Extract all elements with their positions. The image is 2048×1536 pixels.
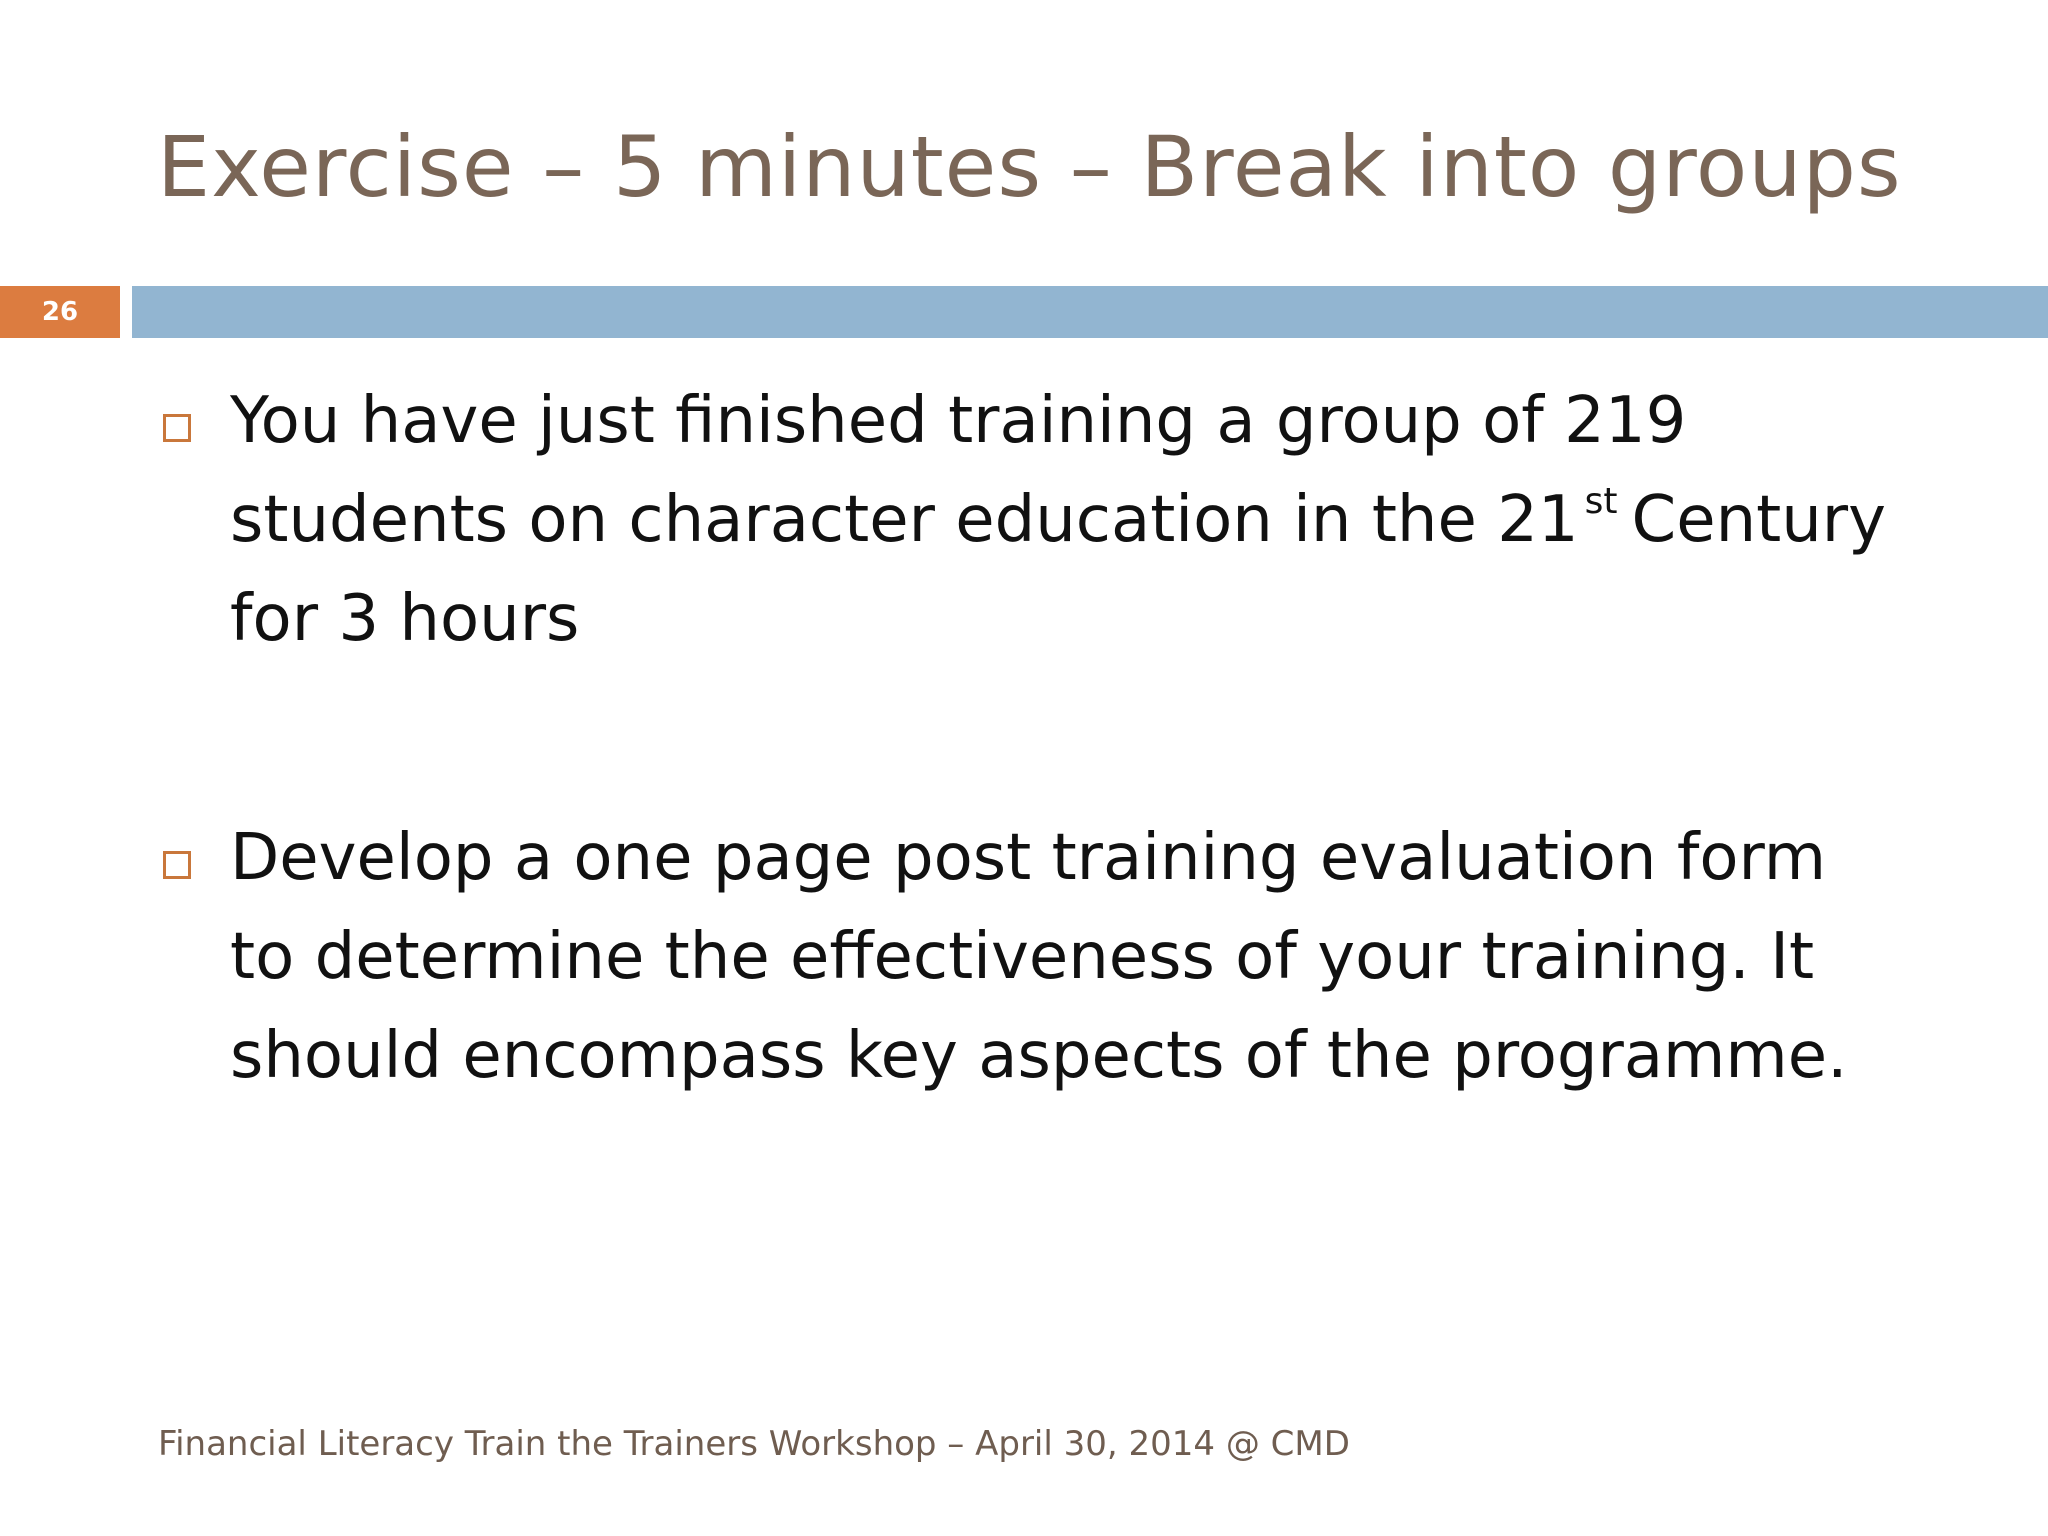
hollow-square-bullet-icon — [163, 414, 191, 442]
title-rule-bar — [132, 286, 2048, 338]
slide-title: Exercise – 5 minutes – Break into groups — [157, 118, 1902, 216]
bullet-2-line-3: should encompass key aspects of the programme. — [230, 1019, 1848, 1093]
bullet-1-line-2-end: Century — [1631, 483, 1886, 557]
slide-number-badge — [0, 286, 120, 338]
bullet-1-line-2-text: students on character education in the 21 — [230, 483, 1579, 557]
bullet-1-line-1: You have just finished training a group of 219 — [230, 384, 1687, 458]
bullet-list — [160, 372, 1920, 1106]
ordinal-suffix: st — [1584, 481, 1618, 522]
slide-footer: Financial Literacy Train the Trainers Workshop – April 30, 2014 @ CMD — [158, 1424, 1350, 1464]
bullet-1-line-3: for 3 hours — [230, 582, 580, 656]
slide-number: 26 — [41, 297, 79, 327]
bullet-2-line-1: Develop a one page post training evaluation form — [230, 821, 1827, 895]
bullet-1-line-2 — [230, 471, 1920, 570]
bullet-item-1 — [160, 372, 1920, 669]
bullet-item-2 — [160, 809, 1920, 1106]
bullet-2-line-2: to determine the effectiveness of your training. It — [230, 920, 1815, 994]
hollow-square-bullet-icon — [163, 851, 191, 879]
